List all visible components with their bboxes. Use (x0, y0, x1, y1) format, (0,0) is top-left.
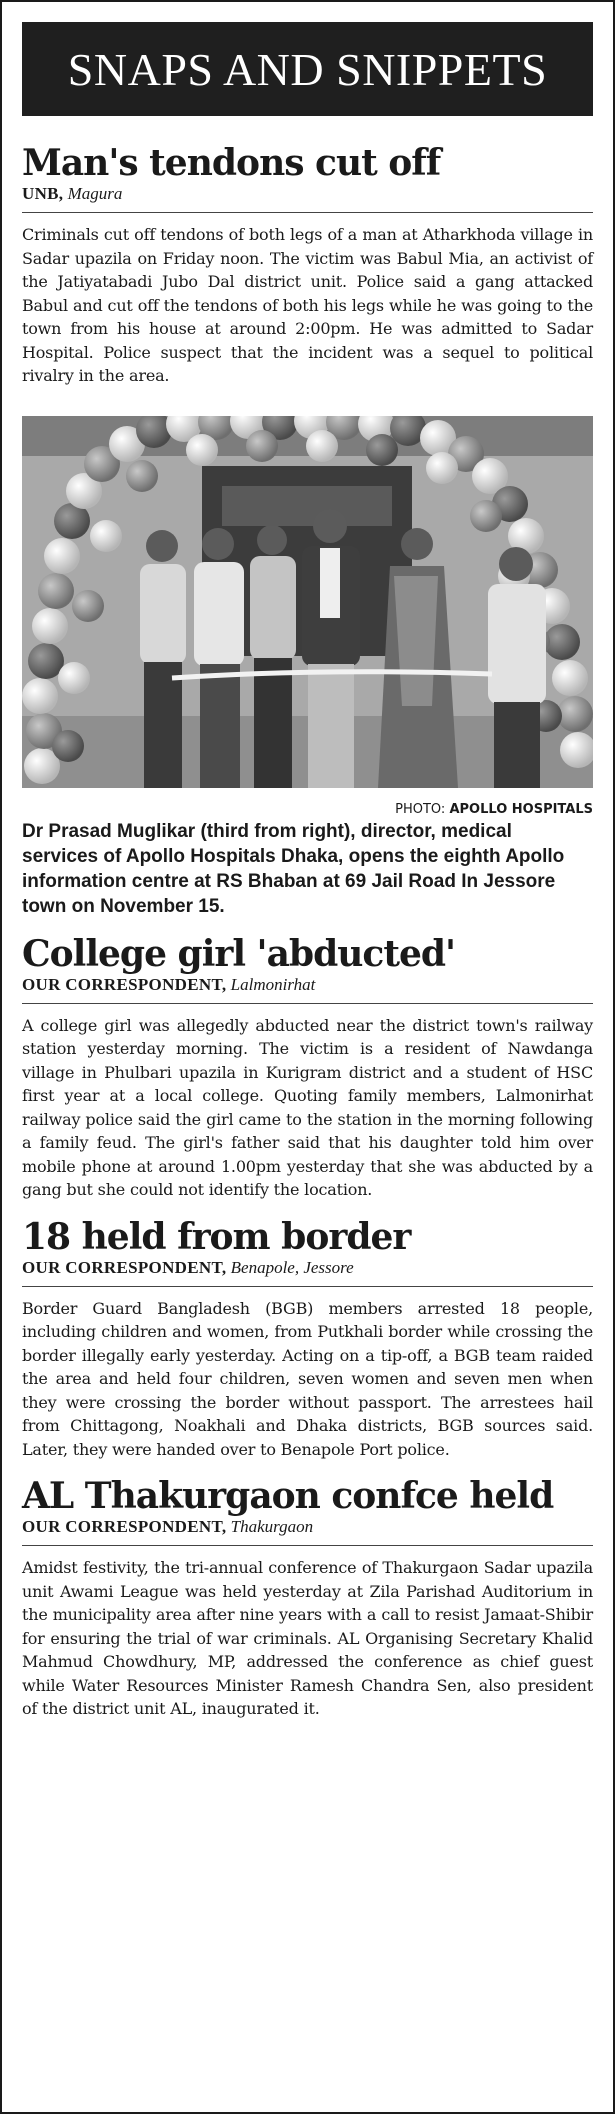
article-thakurgaon (22, 1475, 593, 1721)
article-tendons (22, 142, 593, 388)
section-banner (22, 22, 593, 116)
article-headline: 18 held from border (22, 1215, 411, 1258)
article-body: A college girl was allegedly abducted near the district town's railway station yesterday morning. The victim is a resident of Nawdanga village in Phulbari upazila in Kurigram district and a student of HSC first year at a local college. Quoting family members, Lalmonirhat railway police said the girl came to the station in the morning following a family feud. The girl's father said that his daughter told him over mobile phone at around 1.00pm yesterday that she was abducted by a gang but she could not identify the location. (22, 1015, 593, 1199)
article-headline: AL Thakurgaon confce held (22, 1475, 554, 1517)
byline-location: Lalmonirhat (230, 974, 316, 994)
article-body: Criminals cut off tendons of both legs of a man at Atharkhoda village in Sadar upazila on Friday noon. The victim was Babul Mia, an activist of the Jatiyatabadi Jubo Dal district unit. Police said a gang attacked Babul and cut off the tendons of both his legs while he was going to the town from his house at around 2:00pm. He was admitted to Sadar Hospital. Police suspect that the incident was a sequel to political rivalry in the area. (22, 225, 593, 385)
section-title: SNAPS AND SNIPPETS (67, 43, 548, 95)
byline-location: Benapole, Jessore (230, 1257, 354, 1277)
article-headline: Man's tendons cut off (22, 142, 441, 184)
news-photo (22, 416, 593, 788)
photo-credit-source: APOLLO HOSPITALS (449, 801, 593, 817)
article-body: Border Guard Bangladesh (BGB) members arrested 18 people, including children and women, from Putkhali border while crossing the border illegally early yesterday. Acting on a tip-off, a BGB team raided the area and held four children, seven women and seven men when they were crossing the border without passport. The arrestees hail from Chittagong, Noakhali and Dhaka districts, BGB sources said. Later, they were handed over to Benapole Port police. (22, 1298, 593, 1459)
article-body: Amidst festivity, the tri-annual conference of Thakurgaon Sadar upazila unit Awami League was held yesterday at Zila Parishad Auditorium in the municipality area after nine years with a call to resist Jamaat-Shibir for ensuring the trial of war criminals. AL Organising Secretary Khalid Mahmud Chowdhury, MP, addressed the conference as chief guest while Water Resources Minister Ramesh Chandra Sen, also president of the district unit AL, inaugurated it. (22, 1558, 593, 1718)
photo-caption: Dr Prasad Muglikar (third from right), director, medical services of Apollo Hospitals Dhaka, opens the eighth Apollo information centre at RS Bhaban at 69 Jail Road In Jessore town on November 15. (22, 820, 565, 917)
article-byline (22, 184, 593, 213)
article-headline: College girl 'abducted' (22, 932, 456, 975)
byline-source: OUR CORRESPONDENT, (22, 1517, 227, 1536)
byline-location: Thakurgaon (230, 1517, 314, 1536)
article-abducted (22, 933, 593, 1202)
article-byline (22, 975, 593, 1004)
article-byline (22, 1517, 593, 1546)
byline-source: OUR CORRESPONDENT, (22, 974, 227, 994)
byline-source: UNB, (22, 184, 64, 203)
byline-source: OUR CORRESPONDENT, (22, 1257, 227, 1277)
ribbon-cutting-photo-image (22, 416, 593, 788)
article-border (22, 1216, 593, 1462)
article-byline (22, 1258, 593, 1287)
photo-credit (22, 802, 593, 817)
photo-credit-label: PHOTO: (395, 801, 446, 817)
byline-location: Magura (67, 184, 123, 203)
